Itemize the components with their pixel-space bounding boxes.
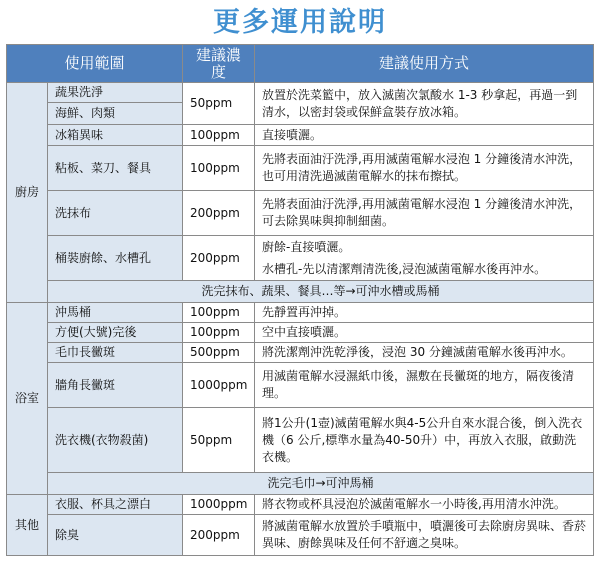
table-row xyxy=(7,83,594,103)
header-concentration: 建議濃度 xyxy=(183,45,255,83)
concentration-cell: 500ppm xyxy=(183,343,255,363)
item-name: 冰箱異味 xyxy=(48,125,183,146)
table-header-row xyxy=(7,45,594,83)
table-row xyxy=(7,323,594,343)
concentration-cell: 100ppm xyxy=(183,125,255,146)
item-name: 海鮮、肉類 xyxy=(48,103,183,125)
item-name: 衣服、杯具之漂白 xyxy=(48,495,183,515)
table-row xyxy=(7,146,594,191)
table-row xyxy=(7,303,594,323)
item-name: 洗抹布 xyxy=(48,191,183,236)
usage-cell: 先靜置再沖掉。 xyxy=(255,303,594,323)
usage-table xyxy=(6,44,594,556)
item-name: 沖馬桶 xyxy=(48,303,183,323)
table-row xyxy=(7,515,594,556)
concentration-cell: 200ppm xyxy=(183,236,255,281)
category-kitchen: 廚房 xyxy=(7,83,48,303)
table-row xyxy=(7,363,594,408)
usage-cell: 直接噴灑。 xyxy=(255,125,594,146)
item-name: 桶裝廚餘、水槽孔 xyxy=(48,236,183,281)
usage-cell: 用滅菌電解水浸濕紙巾後，濕敷在長黴斑的地方，隔夜後清理。 xyxy=(255,363,594,408)
kitchen-note: 洗完抹布、蔬果、餐具…等→可沖水槽或馬桶 xyxy=(48,281,594,303)
category-other: 其他 xyxy=(7,495,48,556)
item-name: 粘板、菜刀、餐具 xyxy=(48,146,183,191)
item-name: 牆角長黴斑 xyxy=(48,363,183,408)
header-method: 建議使用方式 xyxy=(255,45,594,83)
concentration-cell: 50ppm xyxy=(183,83,255,125)
usage-cell: 先將表面油汙洗淨,再用滅菌電解水浸泡 1 分鐘後清水沖洗，可去除異味與抑制細菌。 xyxy=(255,191,594,236)
item-name: 方便(大號)完後 xyxy=(48,323,183,343)
usage-line: 水槽孔-先以清潔劑清洗後,浸泡滅菌電解水後再沖水。 xyxy=(262,261,547,276)
concentration-cell: 50ppm xyxy=(183,408,255,473)
concentration-cell: 1000ppm xyxy=(183,363,255,408)
note-row xyxy=(7,473,594,495)
usage-cell: 先將表面油汙洗淨,再用滅菌電解水浸泡 1 分鐘後清水沖洗，也可用清洗過滅菌電解水的抹布擦拭。 xyxy=(255,146,594,191)
concentration-cell: 100ppm xyxy=(183,146,255,191)
concentration-cell: 200ppm xyxy=(183,515,255,556)
note-row xyxy=(7,281,594,303)
table-row xyxy=(7,495,594,515)
usage-cell xyxy=(255,236,594,281)
item-name: 洗衣機(衣物殺菌) xyxy=(48,408,183,473)
usage-cell: 空中直接噴灑。 xyxy=(255,323,594,343)
bathroom-note: 洗完毛巾→可沖馬桶 xyxy=(48,473,594,495)
usage-cell: 將1公升(1壺)滅菌電解水與4-5公升自來水混合後，倒入洗衣機（6 公斤,標準水量為40-50升）中，再放入衣服，啟動洗衣機。 xyxy=(255,408,594,473)
table-row xyxy=(7,343,594,363)
concentration-cell: 100ppm xyxy=(183,323,255,343)
table-row xyxy=(7,408,594,473)
table-row xyxy=(7,191,594,236)
concentration-cell: 100ppm xyxy=(183,303,255,323)
item-name: 除臭 xyxy=(48,515,183,556)
header-scope: 使用範圍 xyxy=(7,45,183,83)
page-title: 更多運用說明 xyxy=(213,7,387,38)
usage-cell: 將滅菌電解水放置於手噴瓶中，噴灑後可去除廚房異味、香菸異味、廚餘異味及任何不舒適之臭味。 xyxy=(255,515,594,556)
item-name: 毛巾長黴斑 xyxy=(48,343,183,363)
concentration-cell: 1000ppm xyxy=(183,495,255,515)
usage-cell: 放置於洗菜籃中，放入滅菌次氯酸水 1-3 秒拿起，再過一到清水，以密封袋或保鮮盒裝存放冰箱。 xyxy=(255,83,594,125)
concentration-cell: 200ppm xyxy=(183,191,255,236)
table-row xyxy=(7,125,594,146)
usage-line: 廚餘-直接噴灑。 xyxy=(262,239,351,254)
usage-cell: 將洗潔劑沖洗乾淨後，浸泡 30 分鐘滅菌電解水後再沖水。 xyxy=(255,343,594,363)
table-row xyxy=(7,236,594,281)
item-name: 蔬果洗淨 xyxy=(48,83,183,103)
usage-cell: 將衣物或杯具浸泡於滅菌電解水一小時後,再用清水沖洗。 xyxy=(255,495,594,515)
category-bathroom: 浴室 xyxy=(7,303,48,495)
